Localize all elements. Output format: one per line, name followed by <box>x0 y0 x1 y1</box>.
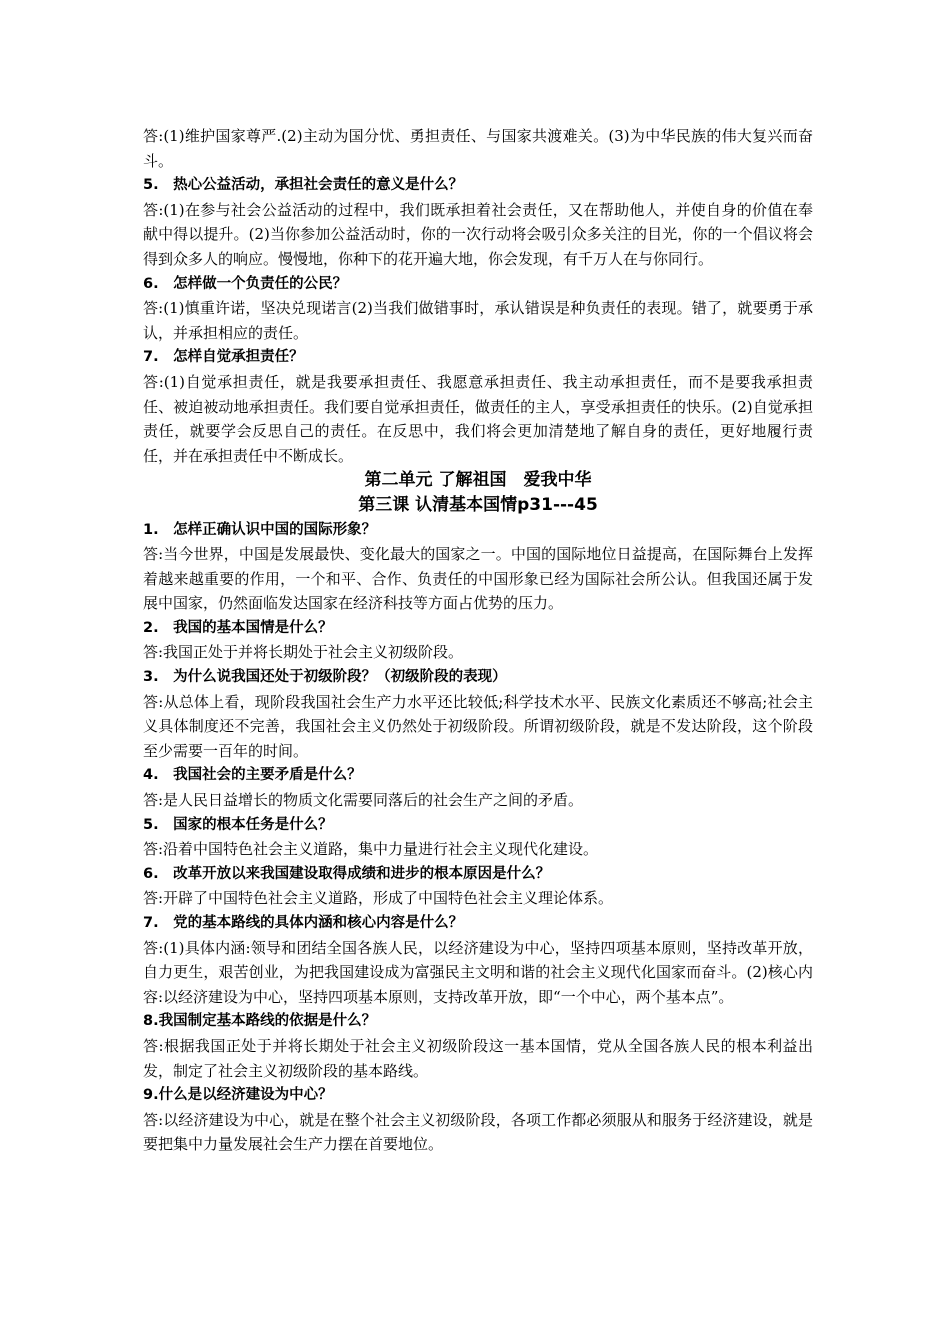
question-heading: 8.我国制定基本路线的依据是什么？ <box>143 1013 377 1030</box>
question-heading: 6. 改革开放以来我国建设取得成绩和进步的根本原因是什么？ <box>143 865 551 882</box>
answer-paragraph: 答:根据我国正处于并将长期处于社会主义初级阶段这一基本国情，党从全国各族人民的根本利益出发，制定了社会主义初级阶段的基本路线。 <box>143 1036 813 1080</box>
section-heading: 第二单元 了解祖国 爱我中华 <box>364 470 592 491</box>
question-heading: 1. 怎样正确认识中国的国际形象？ <box>143 521 377 538</box>
question-heading: 2. 我国的基本国情是什么？ <box>143 619 333 636</box>
question-heading: 3. 为什么说我国还处于初级阶段？（初级阶段的表现） <box>143 669 507 686</box>
document-page <box>143 124 813 1157</box>
answer-paragraph: 答:(1)在参与社会公益活动的过程中，我们既承担着社会责任，又在帮助他人，并使自身的价值在奉献中得以提升。(2)当你参加公益活动时，你的一次行动将会吸引众多关注的目光，你的一个倡议将会得到众多人的响应。慢慢地，你种下的花开遍大地，你会发现，有千万人在与你同行。 <box>143 200 813 268</box>
answer-paragraph: 答:当今世界，中国是发展最快、变化最大的国家之一。中国的国际地位日益提高，在国际舞台上发挥着越来越重要的作用，一个和平、合作、负责任的中国形象已经为国际社会所公认。但我国还属于发展中国家，仍然面临发达国家在经济科技等方面占优势的压力。 <box>143 545 813 613</box>
section-heading: 第三课 认清基本国情p31---45 <box>358 494 598 515</box>
question-heading: 5. 国家的根本任务是什么？ <box>143 816 333 833</box>
answer-paragraph: 答:(1)维护国家尊严.(2)主动为国分忧、勇担责任、与国家共渡难关。(3)为中华民族的伟大复兴而奋斗。 <box>143 127 813 170</box>
answer-paragraph: 答:我国正处于并将长期处于社会主义初级阶段。 <box>143 643 464 662</box>
question-heading: 5. 热心公益活动，承担社会责任的意义是什么？ <box>143 177 464 194</box>
answer-paragraph: 答:开辟了中国特色社会主义道路，形成了中国特色社会主义理论体系。 <box>143 889 614 908</box>
question-heading: 4. 我国社会的主要矛盾是什么？ <box>143 767 362 784</box>
question-heading: 9.什么是以经济建设为中心？ <box>143 1087 333 1104</box>
answer-paragraph: 答:是人民日益增长的物质文化需要同落后的社会生产之间的矛盾。 <box>143 791 584 810</box>
answer-paragraph: 答:沿着中国特色社会主义道路，集中力量进行社会主义现代化建设。 <box>143 840 599 859</box>
answer-paragraph: 答:(1)慎重许诺，坚决兑现诺言(2)当我们做错事时，承认错误是种负责任的表现。错了，就要勇于承认，并承担相应的责任。 <box>143 299 813 342</box>
answer-paragraph: 答:(1)自觉承担责任，就是我要承担责任、我愿意承担责任、我主动承担责任，而不是要我承担责任、被迫被动地承担责任。我们要自觉承担责任，做责任的主人，享受承担责任的快乐。(2)自觉承担责任，就要学会反思自己的责任。在反思中，我们将会更加清楚地了解自身的责任，更好地履行责任，并在承担责任中不断成长。 <box>143 372 813 465</box>
question-heading: 6. 怎样做一个负责任的公民？ <box>143 275 348 292</box>
answer-paragraph: 答:从总体上看，现阶段我国社会生产力水平还比较低;科学技术水平、民族文化素质还不够高;社会主义具体制度还不完善，我国社会主义仍然处于初级阶段。所谓初级阶段，就是不发达阶段，这个阶段至少需要一百年的时间。 <box>143 692 813 760</box>
answer-paragraph: 答:以经济建设为中心，就是在整个社会主义初级阶段，各项工作都必须服从和服务于经济建设，就是要把集中力量发展社会生产力摆在首要地位。 <box>143 1110 813 1154</box>
question-heading: 7. 怎样自觉承担责任？ <box>143 349 304 366</box>
answer-paragraph: 答:(1)具体内涵:领导和团结全国各族人民，以经济建设为中心，坚持四项基本原则，坚持改革开放，自力更生，艰苦创业，为把我国建设成为富强民主文明和谐的社会主义现代化国家而奋斗。(2)核心内容:以经济建设为中心，坚持四项基本原则，支持改革开放，即“一个中心，两个基本点”。 <box>143 938 813 1006</box>
question-heading: 7. 党的基本路线的具体内涵和核心内容是什么？ <box>143 915 464 931</box>
